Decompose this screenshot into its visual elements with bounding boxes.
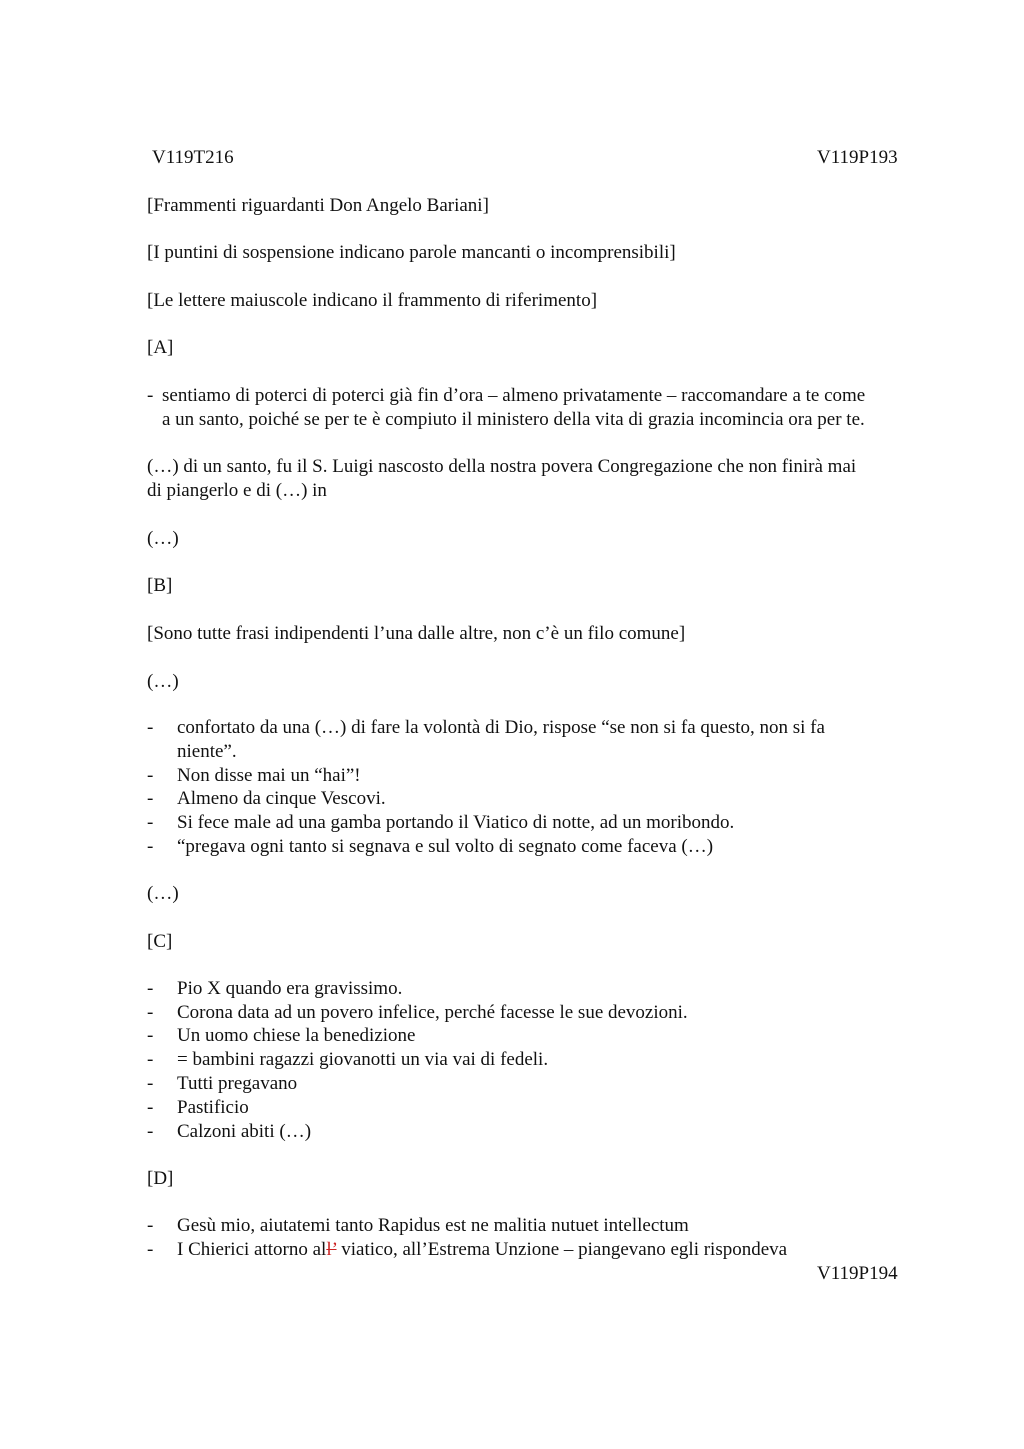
list-item-text: Almeno da cinque Vescovi. [177, 788, 386, 809]
list-item [147, 1048, 937, 1072]
list-dash: - [147, 1215, 154, 1236]
text-segment: viatico, all’Estrema Unzione – piangevano egli rispondeva [336, 1239, 788, 1260]
list-dash: - [147, 385, 154, 406]
list-item-text: Non disse mai un “hai”! [177, 765, 361, 786]
list-item [147, 1120, 937, 1144]
ellipsis-marker: (…) [147, 883, 179, 904]
list-item-line: confortato da una (…) di fare la volontà di Dio, rispose “se non si fa questo, non si fa [177, 717, 825, 738]
list-item-text [177, 1238, 937, 1262]
list-item [147, 764, 937, 788]
editorial-note-letters: [Le lettere maiuscole indicano il frammento di riferimento] [147, 290, 598, 311]
list-item [147, 787, 937, 811]
strikethrough-correction: l’ [326, 1239, 337, 1260]
list-item [147, 1072, 937, 1096]
list-dash: - [147, 1121, 154, 1142]
ellipsis-marker: (…) [147, 528, 179, 549]
list-item-line: niente”. [177, 741, 237, 762]
section-label-b: [B] [147, 575, 173, 596]
list-item-text: Gesù mio, aiutatemi tanto Rapidus est ne malitia nutuet intellectum [177, 1215, 689, 1236]
list-item-text: Tutti pregavano [177, 1073, 298, 1094]
list-item [147, 811, 937, 835]
list-item-text: Calzoni abiti (…) [177, 1121, 312, 1142]
editorial-note-dots: [I puntini di sospensione indicano parole mancanti o incomprensibili] [147, 242, 676, 263]
list-item-text: Un uomo chiese la benedizione [177, 1025, 416, 1046]
list-item [147, 1001, 937, 1025]
list-dash: - [147, 1239, 154, 1260]
list-item [147, 1238, 937, 1262]
list-item [147, 1024, 937, 1048]
list-dash: - [147, 765, 154, 786]
section-label-d: [D] [147, 1168, 174, 1189]
list-item-text: “pregava ogni tanto si segnava e sul volto di segnato come faceva (…) [177, 836, 714, 857]
list-dash: - [147, 1073, 154, 1094]
section-label-a: [A] [147, 337, 174, 358]
list-item [147, 977, 937, 1001]
list-item-text: Si fece male ad una gamba portando il Viatico di notte, ad un moribondo. [177, 812, 735, 833]
list-dash: - [147, 788, 154, 809]
editorial-note-b: [Sono tutte frasi indipendenti l’una dalle altre, non c’è un filo comune] [147, 623, 686, 644]
list-item [147, 716, 937, 764]
list-dash: - [147, 717, 154, 738]
list-dash: - [147, 1097, 154, 1118]
list-item-text: Corona data ad un povero infelice, perché facesse le sue devozioni. [177, 1002, 688, 1023]
list-dash: - [147, 1049, 154, 1070]
list-dash: - [147, 1025, 154, 1046]
list-dash: - [147, 1002, 154, 1023]
list-item-text: Pastificio [177, 1097, 249, 1118]
list-dash: - [147, 812, 154, 833]
list-item [147, 1214, 937, 1238]
paragraph-line: (…) di un santo, fu il S. Luigi nascosto della nostra povera Congregazione che non finirà mai [147, 456, 857, 477]
list-item [147, 1096, 937, 1120]
list-dash: - [147, 978, 154, 999]
list-dash: - [147, 836, 154, 857]
list-item-text [162, 384, 942, 432]
list-item-line: sentiamo di poterci di poterci già fin d’ora – almeno privatamente – raccomandare a te come [162, 385, 866, 406]
section-label-c: [C] [147, 931, 173, 952]
list-item [147, 384, 937, 432]
document-code-left: V119T216 [152, 147, 234, 168]
page-code-bottom-right: V119P194 [817, 1263, 898, 1284]
list-item [147, 835, 937, 859]
list-item-text: = bambini ragazzi giovanotti un via vai di fedeli. [177, 1049, 549, 1070]
page-code-top-right: V119P193 [817, 147, 898, 168]
paragraph-line: di piangerlo e di (…) in [147, 480, 327, 501]
ellipsis-marker: (…) [147, 671, 179, 692]
paragraph [147, 455, 937, 503]
list-item-text: Pio X quando era gravissimo. [177, 978, 403, 999]
document-title: [Frammenti riguardanti Don Angelo Bariani] [147, 195, 489, 216]
list-item-text [177, 716, 937, 764]
text-segment: I Chierici attorno al [177, 1239, 327, 1260]
list-item-line: a un santo, poiché se per te è compiuto il ministero della vita di grazia incomincia ora per te. [162, 409, 865, 430]
